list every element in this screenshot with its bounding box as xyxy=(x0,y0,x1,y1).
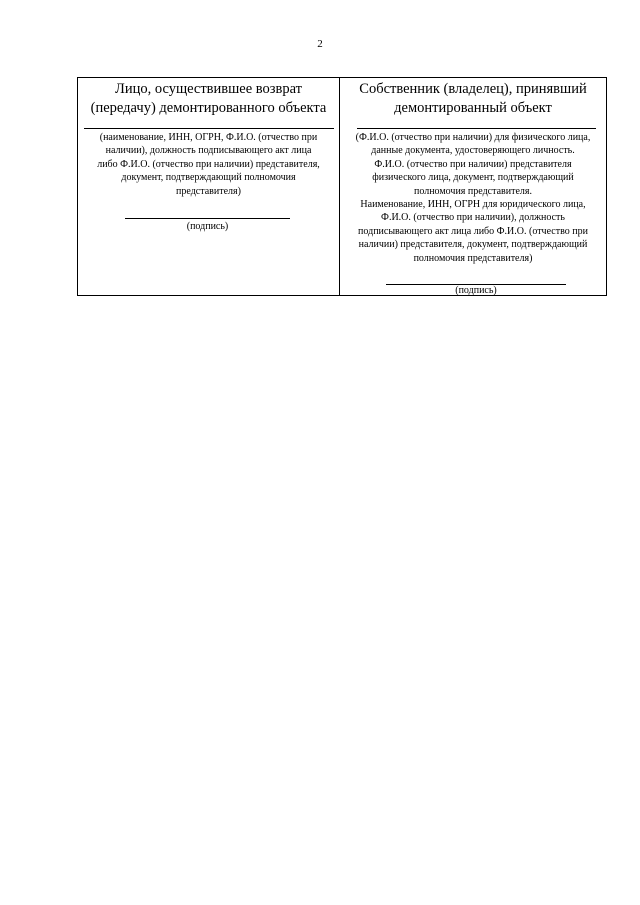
caption-line: (наименование, ИНН, ОГРН, Ф.И.О. (отчество при xyxy=(99,132,318,143)
returning-party-column xyxy=(78,78,340,295)
caption-line: (Ф.И.О. (отчество при наличии) для физического лица, xyxy=(355,132,591,143)
caption-line: полномочия представителя) xyxy=(413,252,533,264)
caption-line: представителя) xyxy=(176,185,241,197)
caption-line: полномочия представителя. xyxy=(413,185,532,197)
caption-line: наличии), должность подписывающего акт лица xyxy=(105,145,312,157)
returning-party-heading xyxy=(78,80,339,118)
caption-line: документ, подтверждающий полномочия xyxy=(121,172,296,184)
heading-line: (передачу) демонтированного объекта xyxy=(90,100,327,116)
caption-line: Наименование, ИНН, ОГРН для юридического лица, xyxy=(360,199,586,211)
caption-line: наличии) представителя, документ, подтверждающий xyxy=(358,239,588,251)
name-fill-line xyxy=(84,128,334,129)
heading-line: демонтированный объект xyxy=(394,100,552,116)
returning-party-caption xyxy=(78,131,339,198)
caption-line: либо Ф.И.О. (отчество при наличии) представителя, xyxy=(97,158,320,170)
heading-line: Собственник (владелец), принявший xyxy=(359,81,587,97)
receiving-owner-column xyxy=(340,78,606,295)
caption-line: подписывающего акт лица либо Ф.И.О. (отчество при xyxy=(358,225,588,237)
receiving-owner-heading xyxy=(340,80,606,118)
heading-line: Лицо, осуществившее возврат xyxy=(114,81,303,97)
signature-label: (подпись) xyxy=(455,285,497,296)
receiving-owner-caption xyxy=(340,131,606,265)
page-number: 2 xyxy=(317,38,323,50)
caption-line: данные документа, удостоверяющего личность. xyxy=(371,145,575,157)
signature-table xyxy=(77,77,607,296)
signature-label: (подпись) xyxy=(186,221,229,232)
caption-line: Ф.И.О. (отчество при наличии), должность xyxy=(381,212,565,224)
name-fill-line xyxy=(357,128,596,129)
caption-line: Ф.И.О. (отчество при наличии) представителя xyxy=(374,158,572,170)
signature-fill-line xyxy=(125,218,290,219)
caption-line: физического лица, документ, подтверждающий xyxy=(372,172,574,184)
